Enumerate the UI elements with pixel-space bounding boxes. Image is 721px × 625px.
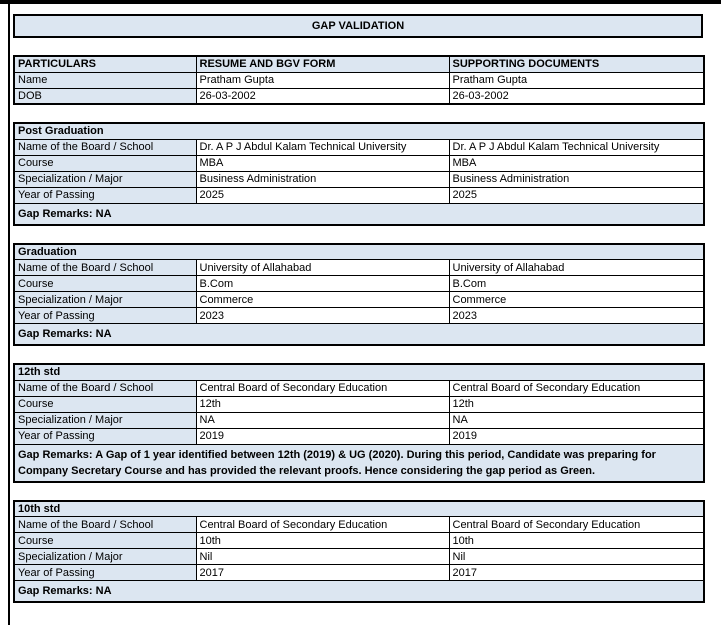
table-row-board-school	[14, 517, 704, 533]
cell-course-resume: MBA	[196, 155, 449, 171]
cell-year-resume: 2017	[196, 565, 449, 581]
header-supporting-documents: SUPPORTING DOCUMENTS	[449, 56, 704, 72]
cell-board-supporting: Central Board of Secondary Education	[449, 380, 704, 396]
gap-remarks-row	[14, 203, 704, 225]
row-label-course: Course	[14, 533, 196, 549]
row-label-board-school: Name of the Board / School	[14, 139, 196, 155]
table-row-year-of-passing	[14, 308, 704, 324]
row-label-board-school: Name of the Board / School	[14, 260, 196, 276]
gap-remarks-row	[14, 444, 704, 482]
gap-remarks-row	[14, 324, 704, 346]
row-label-year-of-passing: Year of Passing	[14, 428, 196, 444]
cell-specialization-supporting: Business Administration	[449, 171, 704, 187]
cell-course-supporting: 10th	[449, 533, 704, 549]
candidate-info-table	[13, 55, 705, 105]
section-title-graduation: Graduation	[14, 244, 704, 260]
row-label-specialization: Specialization / Major	[14, 292, 196, 308]
section-table-graduation	[13, 243, 705, 347]
cell-course-supporting: 12th	[449, 396, 704, 412]
table-row-board-school	[14, 380, 704, 396]
table-row-board-school	[14, 260, 704, 276]
cell-course-supporting: B.Com	[449, 276, 704, 292]
section-title-12th-std: 12th std	[14, 364, 704, 380]
section-title-10th-std: 10th std	[14, 501, 704, 517]
table-row-year-of-passing	[14, 565, 704, 581]
table-row-board-school	[14, 139, 704, 155]
header-resume-bgv-form: RESUME AND BGV FORM	[196, 56, 449, 72]
table-row-specialization	[14, 171, 704, 187]
cell-board-resume: Dr. A P J Abdul Kalam Technical University	[196, 139, 449, 155]
gap-remarks-graduation: Gap Remarks: NA	[14, 324, 704, 346]
cell-year-resume: 2023	[196, 308, 449, 324]
row-label-name: Name	[14, 72, 196, 88]
section-title-post-graduation: Post Graduation	[14, 123, 704, 139]
cell-year-resume: 2019	[196, 428, 449, 444]
cell-year-supporting: 2019	[449, 428, 704, 444]
gap-remarks-post-graduation: Gap Remarks: NA	[14, 203, 704, 225]
section-table-post-graduation	[13, 122, 705, 226]
cell-course-resume: 12th	[196, 396, 449, 412]
page-border-left	[8, 0, 10, 625]
table-header-row	[14, 56, 704, 72]
row-label-course: Course	[14, 276, 196, 292]
cell-board-supporting: Dr. A P J Abdul Kalam Technical University	[449, 139, 704, 155]
cell-specialization-supporting: Commerce	[449, 292, 704, 308]
row-label-course: Course	[14, 396, 196, 412]
cell-specialization-resume: Commerce	[196, 292, 449, 308]
document-title: GAP VALIDATION	[13, 14, 703, 38]
gap-remarks-12th-std: Gap Remarks: A Gap of 1 year identified between 12th (2019) & UG (2020). During this period, Candidate was preparing for Company Secretary Course and has provided the relevant proofs. Hence considering the gap period as Green.	[14, 444, 704, 482]
table-row-year-of-passing	[14, 187, 704, 203]
row-label-year-of-passing: Year of Passing	[14, 308, 196, 324]
header-particulars: PARTICULARS	[14, 56, 196, 72]
row-label-year-of-passing: Year of Passing	[14, 565, 196, 581]
cell-board-supporting: Central Board of Secondary Education	[449, 517, 704, 533]
document-page	[13, 0, 703, 603]
cell-course-resume: B.Com	[196, 276, 449, 292]
row-label-specialization: Specialization / Major	[14, 549, 196, 565]
cell-specialization-resume: NA	[196, 412, 449, 428]
row-label-year-of-passing: Year of Passing	[14, 187, 196, 203]
cell-year-supporting: 2023	[449, 308, 704, 324]
cell-board-resume: Central Board of Secondary Education	[196, 380, 449, 396]
section-table-12th-std	[13, 363, 705, 483]
table-row-specialization	[14, 412, 704, 428]
cell-year-supporting: 2017	[449, 565, 704, 581]
cell-board-resume: University of Allahabad	[196, 260, 449, 276]
table-row-dob	[14, 88, 704, 104]
cell-year-resume: 2025	[196, 187, 449, 203]
row-label-specialization: Specialization / Major	[14, 171, 196, 187]
cell-name-supporting: Pratham Gupta	[449, 72, 704, 88]
cell-dob-resume: 26-03-2002	[196, 88, 449, 104]
cell-year-supporting: 2025	[449, 187, 704, 203]
row-label-dob: DOB	[14, 88, 196, 104]
cell-specialization-supporting: Nil	[449, 549, 704, 565]
cell-course-resume: 10th	[196, 533, 449, 549]
cell-specialization-supporting: NA	[449, 412, 704, 428]
cell-course-supporting: MBA	[449, 155, 704, 171]
table-row-course	[14, 155, 704, 171]
section-header-row	[14, 501, 704, 517]
table-row-year-of-passing	[14, 428, 704, 444]
cell-specialization-resume: Business Administration	[196, 171, 449, 187]
gap-remarks-row	[14, 581, 704, 603]
cell-dob-supporting: 26-03-2002	[449, 88, 704, 104]
section-header-row	[14, 364, 704, 380]
section-header-row	[14, 123, 704, 139]
cell-board-supporting: University of Allahabad	[449, 260, 704, 276]
row-label-board-school: Name of the Board / School	[14, 380, 196, 396]
section-header-row	[14, 244, 704, 260]
row-label-specialization: Specialization / Major	[14, 412, 196, 428]
cell-specialization-resume: Nil	[196, 549, 449, 565]
table-row-course	[14, 396, 704, 412]
table-row-name	[14, 72, 704, 88]
table-row-specialization	[14, 549, 704, 565]
cell-name-resume: Pratham Gupta	[196, 72, 449, 88]
table-row-course	[14, 276, 704, 292]
gap-remarks-10th-std: Gap Remarks: NA	[14, 581, 704, 603]
row-label-course: Course	[14, 155, 196, 171]
cell-board-resume: Central Board of Secondary Education	[196, 517, 449, 533]
row-label-board-school: Name of the Board / School	[14, 517, 196, 533]
section-table-10th-std	[13, 500, 705, 604]
table-row-course	[14, 533, 704, 549]
table-row-specialization	[14, 292, 704, 308]
